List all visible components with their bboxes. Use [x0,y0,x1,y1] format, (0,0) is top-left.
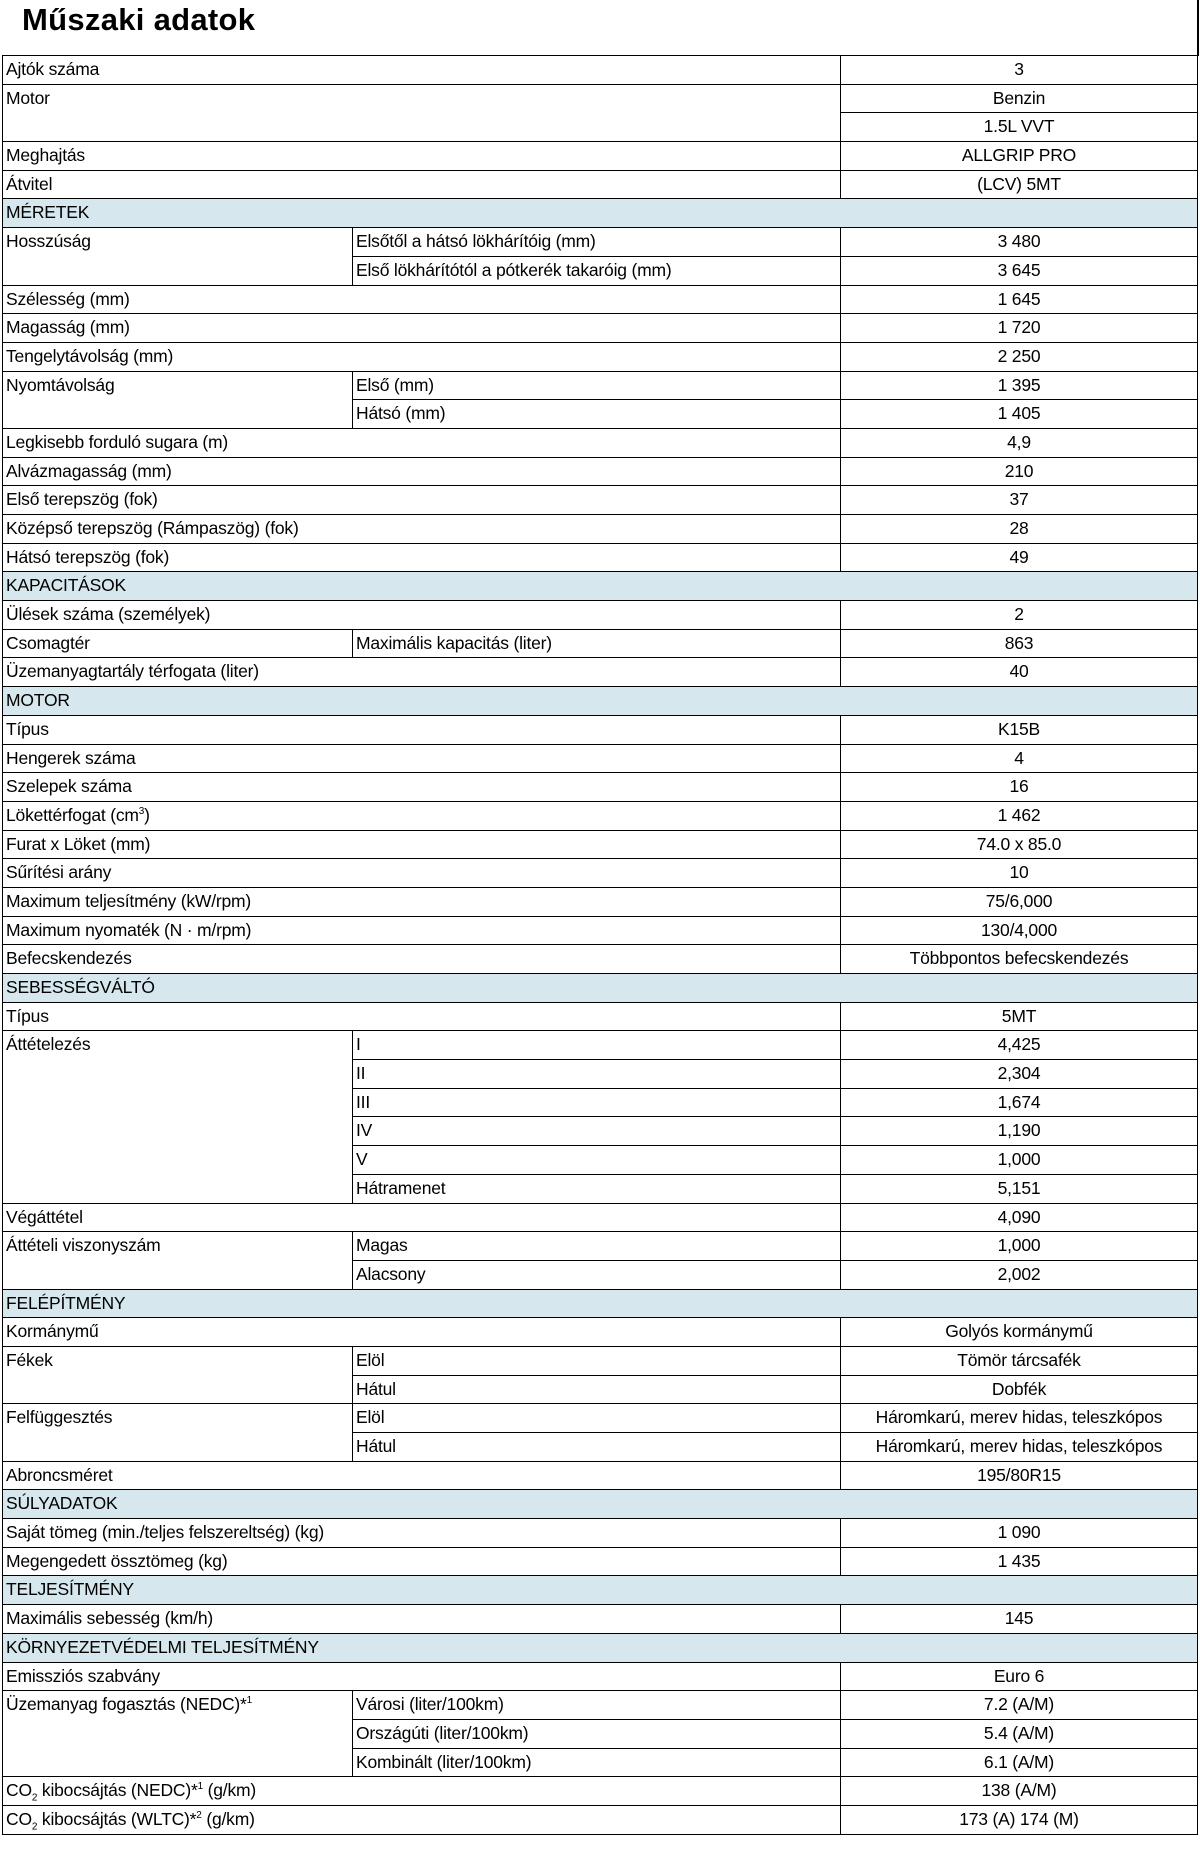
table-row [3,371,1198,400]
table-row [3,744,1198,773]
spec-value: 173 (A) 174 (M) [841,1805,1198,1834]
spec-value: 5,151 [841,1174,1198,1203]
section-header-row [3,1633,1198,1662]
table-row [3,1232,1198,1261]
spec-value: 1 462 [841,801,1198,830]
footnote-marker: 1 [197,1781,203,1793]
section-heading: FELÉPÍTMÉNY [3,1289,1198,1318]
spec-value: 1,000 [841,1232,1198,1261]
table-row [3,916,1198,945]
section-header-row [3,572,1198,601]
spec-label: Kormánymű [3,1318,841,1347]
spec-value: 28 [841,515,1198,544]
specs-table [2,55,1198,1835]
section-heading: SEBESSÉGVÁLTÓ [3,974,1198,1003]
spec-label: Hengerek száma [3,744,841,773]
table-row [3,56,1198,85]
footnote-marker: 2 [196,1810,202,1822]
spec-sublabel: Első lökhárítótól a pótkerék takaróig (mm) [353,256,841,285]
spec-sublabel: Hátramenet [353,1174,841,1203]
spec-sublabel: Országúti (liter/100km) [353,1719,841,1748]
spec-label: Végáttétel [3,1203,841,1232]
spec-value: Tömör tárcsafék [841,1346,1198,1375]
spec-value: 1,190 [841,1117,1198,1146]
table-row [3,715,1198,744]
spec-value: Háromkarú, merev hidas, teleszkópos [841,1433,1198,1462]
spec-value: 2 [841,601,1198,630]
table-row [3,228,1198,257]
table-row [3,945,1198,974]
table-row [3,773,1198,802]
table-row [3,428,1198,457]
spec-sublabel: III [353,1088,841,1117]
section-heading: KÖRNYEZETVÉDELMI TELJESÍTMÉNY [3,1633,1198,1662]
table-row [3,1519,1198,1548]
spec-value: Benzin [841,84,1198,113]
table-row [3,1346,1198,1375]
spec-sublabel: Hátsó (mm) [353,400,841,429]
spec-sublabel: Elöl [353,1346,841,1375]
spec-label: Maximum teljesítmény (kW/rpm) [3,887,841,916]
spec-value: 6.1 (A/M) [841,1748,1198,1777]
table-row [3,1031,1198,1060]
spec-label: Első terepszög (fok) [3,486,841,515]
section-heading: TELJESÍTMÉNY [3,1576,1198,1605]
specs-table-body [3,56,1198,1835]
table-row [3,543,1198,572]
spec-value: 1 405 [841,400,1198,429]
spec-sublabel: Hátul [353,1433,841,1462]
spec-label: Szélesség (mm) [3,285,841,314]
spec-value: 2,002 [841,1260,1198,1289]
subscript: 2 [31,1821,38,1833]
spec-value: 1 435 [841,1547,1198,1576]
spec-sublabel: V [353,1146,841,1175]
spec-label: Szelepek száma [3,773,841,802]
spec-value: K15B [841,715,1198,744]
section-header-row [3,974,1198,1003]
table-row [3,658,1198,687]
spec-label: Áttételi viszonyszám [3,1232,353,1289]
footnote-marker: 3 [138,806,145,818]
spec-label: Átvitel [3,170,841,199]
spec-label: Alvázmagasság (mm) [3,457,841,486]
spec-label: $CO_2$ kibocsájtás (NEDC)*$^1$ (g/km) [3,1777,841,1806]
spec-label: Ülések száma (személyek) [3,601,841,630]
spec-value: 1,674 [841,1088,1198,1117]
table-row [3,314,1198,343]
spec-value: 195/80R15 [841,1461,1198,1490]
spec-label: Típus [3,715,841,744]
spec-value: 4 [841,744,1198,773]
spec-label: Hosszúság [3,228,353,285]
spec-sublabel: Városi (liter/100km) [353,1691,841,1720]
spec-label: Áttételezés [3,1031,353,1203]
spec-label: Üzemanyag fogasztás (NEDC)*$^1$ [3,1691,353,1777]
spec-label: Saját tömeg (min./teljes felszereltség) (kg) [3,1519,841,1548]
table-row [3,1002,1198,1031]
table-row [3,84,1198,113]
table-row [3,342,1198,371]
spec-value: 75/6,000 [841,887,1198,916]
spec-value: 4,9 [841,428,1198,457]
spec-label: Tengelytávolság (mm) [3,342,841,371]
spec-value: (LCV) 5MT [841,170,1198,199]
spec-value: 5MT [841,1002,1198,1031]
table-row [3,1461,1198,1490]
spec-label: Meghajtás [3,142,841,171]
spec-sublabel: I [353,1031,841,1060]
spec-label: Legkisebb forduló sugara (m) [3,428,841,457]
spec-value: 1,000 [841,1146,1198,1175]
spec-label: Üzemanyagtartály térfogata (liter) [3,658,841,687]
section-heading: MÉRETEK [3,199,1198,228]
spec-value: 1 720 [841,314,1198,343]
right-border-line [1197,0,1199,56]
spec-value: Többpontos befecskendezés [841,945,1198,974]
spec-value: Golyós kormánymű [841,1318,1198,1347]
spec-value: 863 [841,629,1198,658]
spec-label: Furat x Löket (mm) [3,830,841,859]
spec-sublabel: Elöl [353,1404,841,1433]
spec-sublabel: Kombinált (liter/100km) [353,1748,841,1777]
spec-value: Euro 6 [841,1662,1198,1691]
spec-value: 1 395 [841,371,1198,400]
spec-label: Motor [3,84,841,141]
section-header-row [3,687,1198,716]
table-row [3,887,1198,916]
table-row [3,859,1198,888]
spec-value: 10 [841,859,1198,888]
spec-value: 138 (A/M) [841,1777,1198,1806]
table-row [3,801,1198,830]
spec-label: Abroncsméret [3,1461,841,1490]
spec-value: 16 [841,773,1198,802]
spec-value: 3 480 [841,228,1198,257]
table-row [3,830,1198,859]
subscript: 2 [31,1792,38,1804]
table-row [3,601,1198,630]
table-row [3,170,1198,199]
spec-value: 210 [841,457,1198,486]
table-row [3,1547,1198,1576]
table-row [3,1203,1198,1232]
spec-sublabel: Első (mm) [353,371,841,400]
spec-label: Lökettérfogat $(cm^3)$ [3,801,841,830]
spec-value: 37 [841,486,1198,515]
spec-value: 130/4,000 [841,916,1198,945]
spec-value: 3 [841,56,1198,85]
spec-label: Sűrítési arány [3,859,841,888]
spec-label: Befecskendezés [3,945,841,974]
table-row [3,142,1198,171]
spec-value: 2 250 [841,342,1198,371]
spec-sublabel: II [353,1060,841,1089]
table-row [3,629,1198,658]
footnote-marker: 1 [246,1695,253,1707]
spec-value: 3 645 [841,256,1198,285]
spec-sublabel: Hátul [353,1375,841,1404]
section-heading: MOTOR [3,687,1198,716]
page-title: Műszaki adatok [22,2,256,37]
table-row [3,1605,1198,1634]
spec-label: $CO_2$ kibocsájtás (WLTC)*$^2$ (g/km) [3,1805,841,1834]
spec-value: 2,304 [841,1060,1198,1089]
section-header-row [3,1576,1198,1605]
spec-value: 1 645 [841,285,1198,314]
table-row [3,285,1198,314]
spec-label: Típus [3,1002,841,1031]
spec-value: 74.0 x 85.0 [841,830,1198,859]
section-header-row [3,1490,1198,1519]
table-row [3,457,1198,486]
spec-label: Maximális sebesség (km/h) [3,1605,841,1634]
spec-label: Megengedett össztömeg (kg) [3,1547,841,1576]
spec-sublabel: Magas [353,1232,841,1261]
spec-value: 4,090 [841,1203,1198,1232]
spec-value: 145 [841,1605,1198,1634]
table-row [3,1805,1198,1834]
spec-label: Felfüggesztés [3,1404,353,1461]
spec-label: Csomagtér [3,629,353,658]
spec-label: Nyomtávolság [3,371,353,428]
section-heading: SÚLYADATOK [3,1490,1198,1519]
spec-value: 49 [841,543,1198,572]
spec-sublabel: Maximális kapacitás (liter) [353,629,841,658]
spec-value: 1.5L VVT [841,113,1198,142]
spec-sublabel: Alacsony [353,1260,841,1289]
spec-label: Fékek [3,1346,353,1403]
spec-value: ALLGRIP PRO [841,142,1198,171]
table-row [3,1777,1198,1806]
spec-value: 7.2 (A/M) [841,1691,1198,1720]
spec-label: Magasság (mm) [3,314,841,343]
table-row [3,1691,1198,1720]
spec-label: Ajtók száma [3,56,841,85]
spec-label: Emissziós szabvány [3,1662,841,1691]
section-header-row [3,199,1198,228]
spec-value: 5.4 (A/M) [841,1719,1198,1748]
spec-sublabel: Elsőtől a hátsó lökhárítóig (mm) [353,228,841,257]
section-heading: KAPACITÁSOK [3,572,1198,601]
spec-label: Hátsó terepszög (fok) [3,543,841,572]
table-row [3,1662,1198,1691]
spec-label: Maximum nyomaték (N · m/rpm) [3,916,841,945]
table-row [3,1404,1198,1433]
section-header-row [3,1289,1198,1318]
table-row [3,1318,1198,1347]
spec-value: 40 [841,658,1198,687]
spec-value: 4,425 [841,1031,1198,1060]
spec-value: Háromkarú, merev hidas, teleszkópos [841,1404,1198,1433]
spec-value: Dobfék [841,1375,1198,1404]
spec-sublabel: IV [353,1117,841,1146]
table-row [3,515,1198,544]
spec-value: 1 090 [841,1519,1198,1548]
spec-label: Középső terepszög (Rámpaszög) (fok) [3,515,841,544]
table-row [3,486,1198,515]
